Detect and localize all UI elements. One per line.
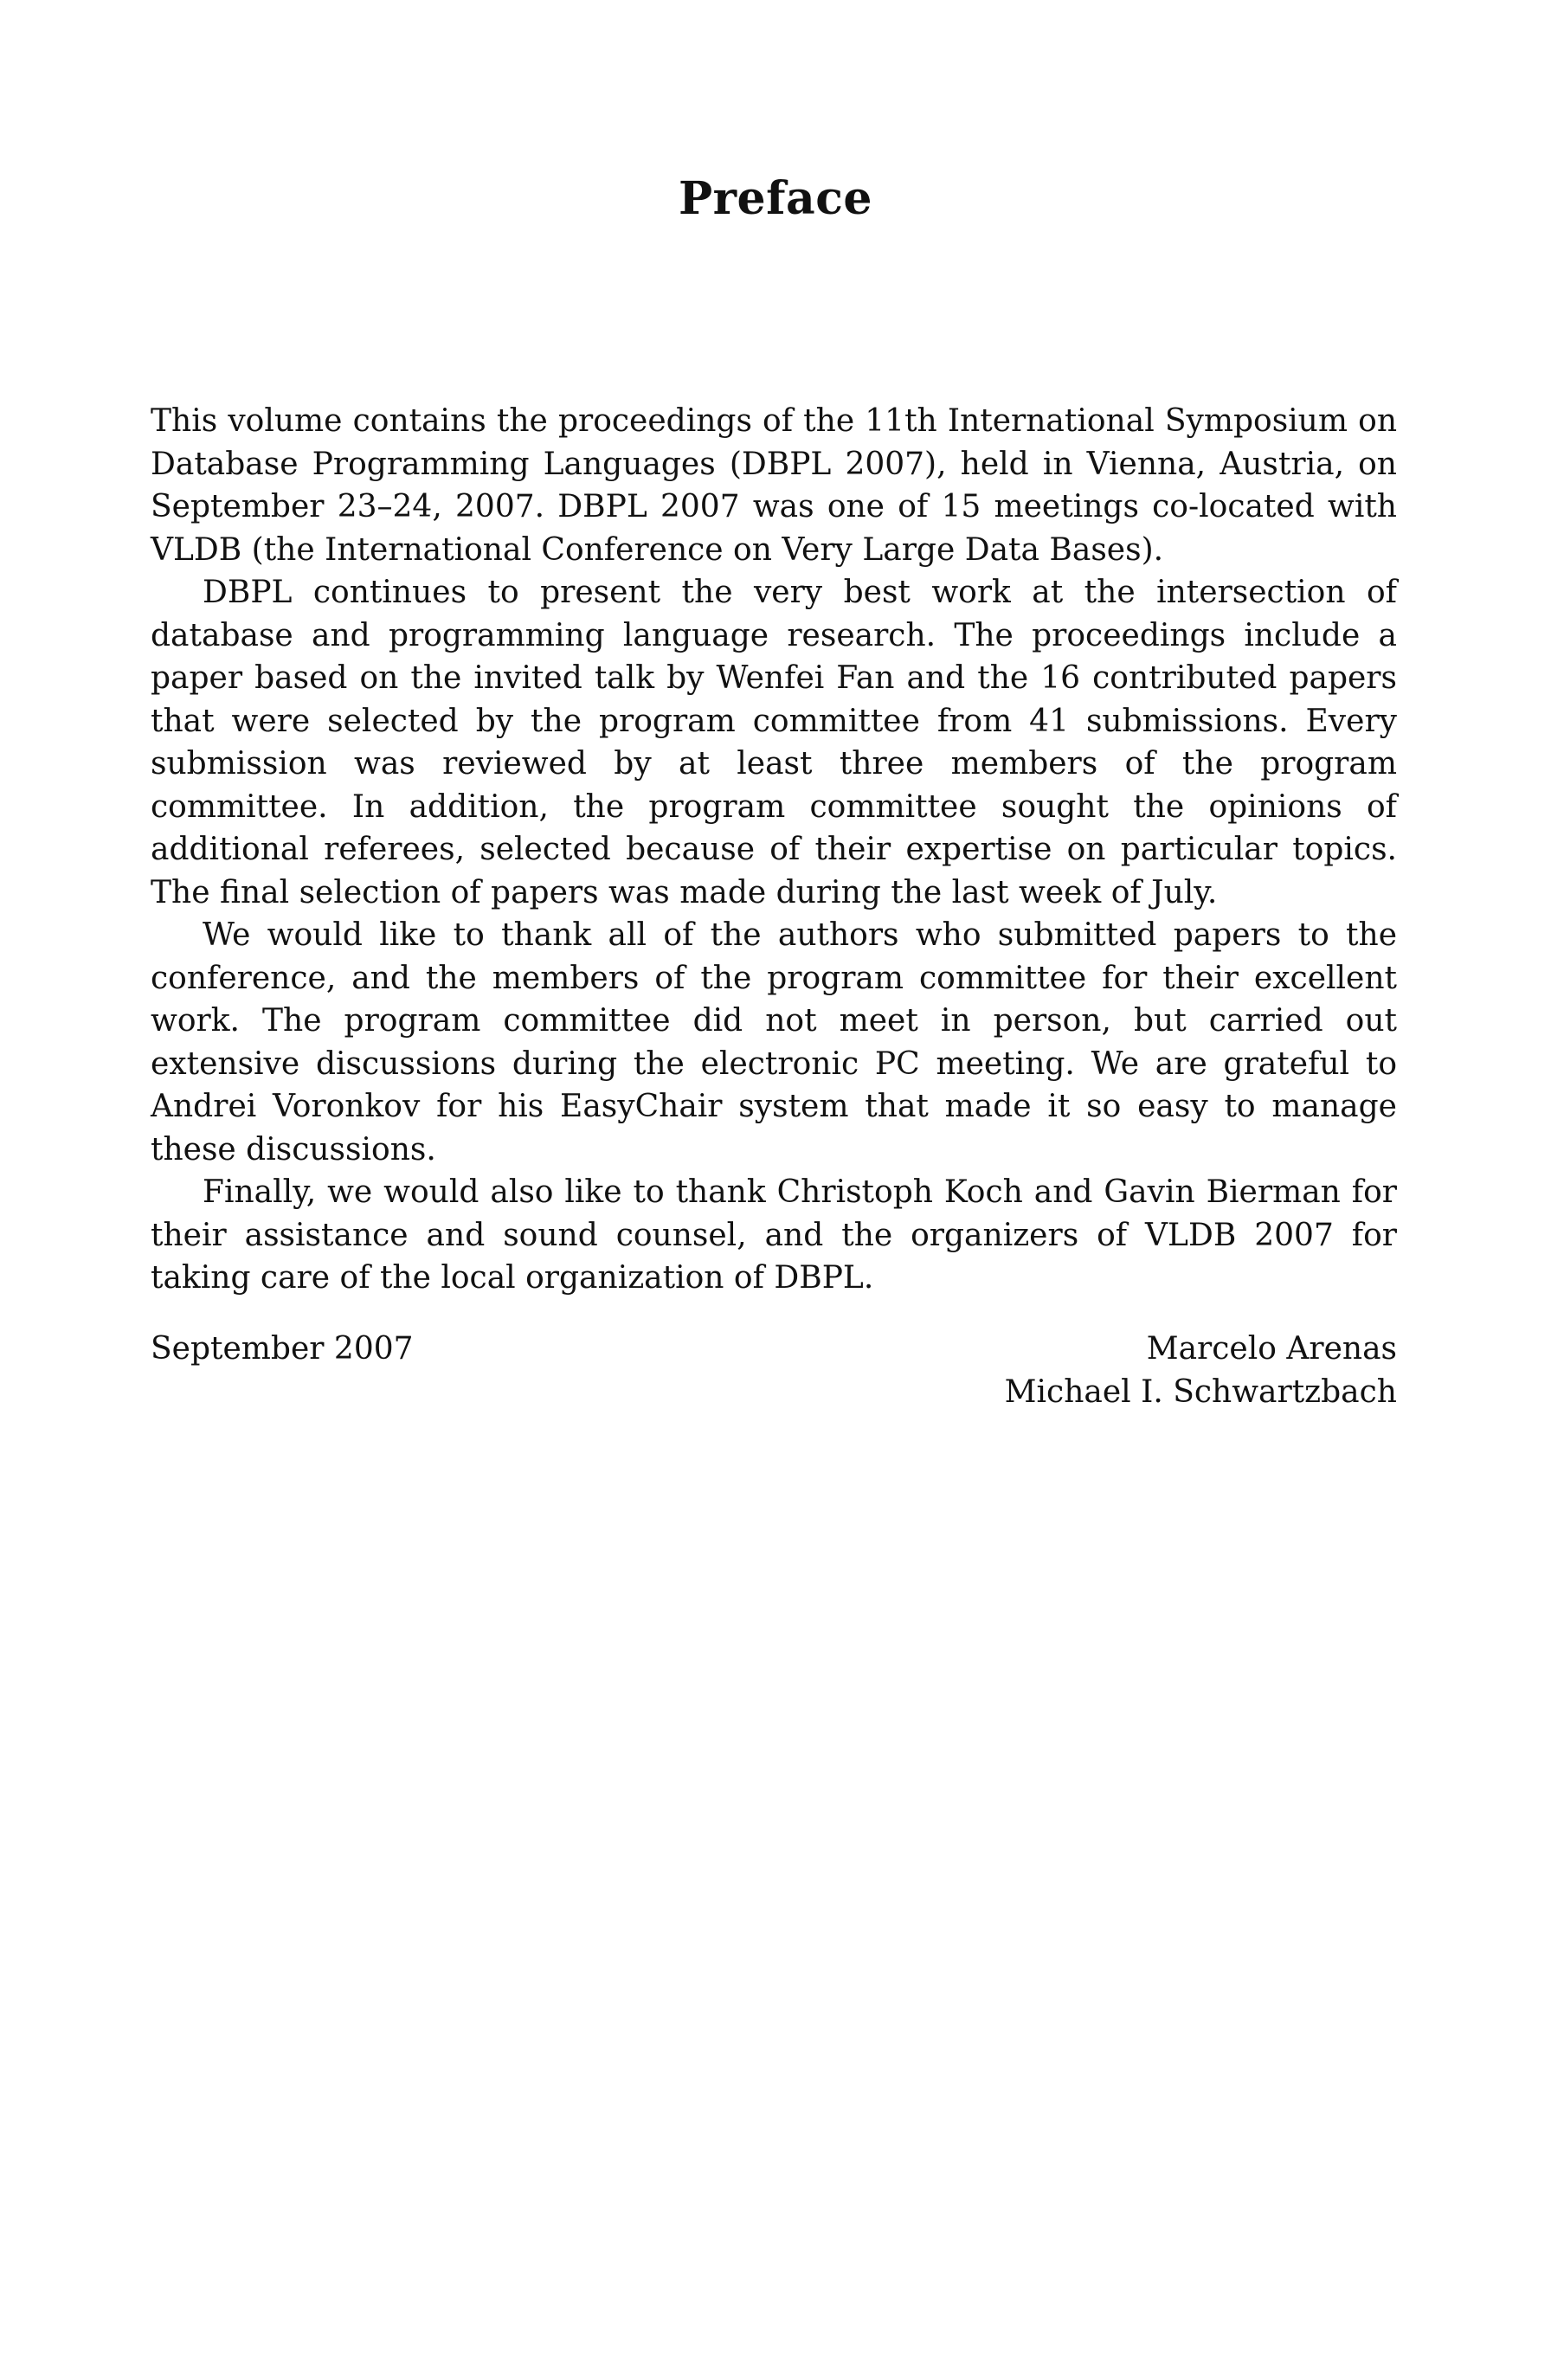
author-name: Marcelo Arenas — [1146, 1331, 1397, 1367]
signoff-date: September 2007 — [151, 1331, 414, 1367]
paragraph-intro: This volume contains the proceedings of the 11th International Symposium on Database Programming Languages (DBPL 2007), held in Vienna, Austria, on September 23–24, 2007. DBPL 2007 was one of 15 meetings co-located with VLDB (the International Conference on Very Large Data Bases). — [151, 403, 1397, 568]
paragraph-closing: Finally, we would also like to thank Christoph Koch and Gavin Bierman for their assistance and sound counsel, and the organizers of VLDB 2007 for taking care of the local organization of DBPL. — [151, 1174, 1397, 1296]
preface-body — [151, 400, 1397, 1300]
paragraph-scope: DBPL continues to present the very best work at the intersection of database and programming language research. The proceedings include a paper based on the invited talk by Wenfei Fan and the 16 contributed papers that were selected by the program committee from 41 submissions. Every submission was reviewed by at least three members of the program committee. In addition, the program committee sought the opinions of additional referees, selected because of their expertise on particular topics. The final selection of papers was made during the last week of July. — [151, 575, 1397, 910]
page-title: Preface — [679, 172, 872, 225]
author-list — [1005, 1328, 1397, 1413]
author-name: Michael I. Schwartzbach — [1004, 1373, 1397, 1410]
paragraph-thanks: We would like to thank all of the authors who submitted papers to the conference, and the members of the program committee for their excellent work. The program committee did not meet in person, but carried out extensive discussions during the electronic PC meeting. We are grateful to Andrei Voronkov for his EasyChair system that made it so easy to manage these discussions. — [151, 917, 1397, 1167]
